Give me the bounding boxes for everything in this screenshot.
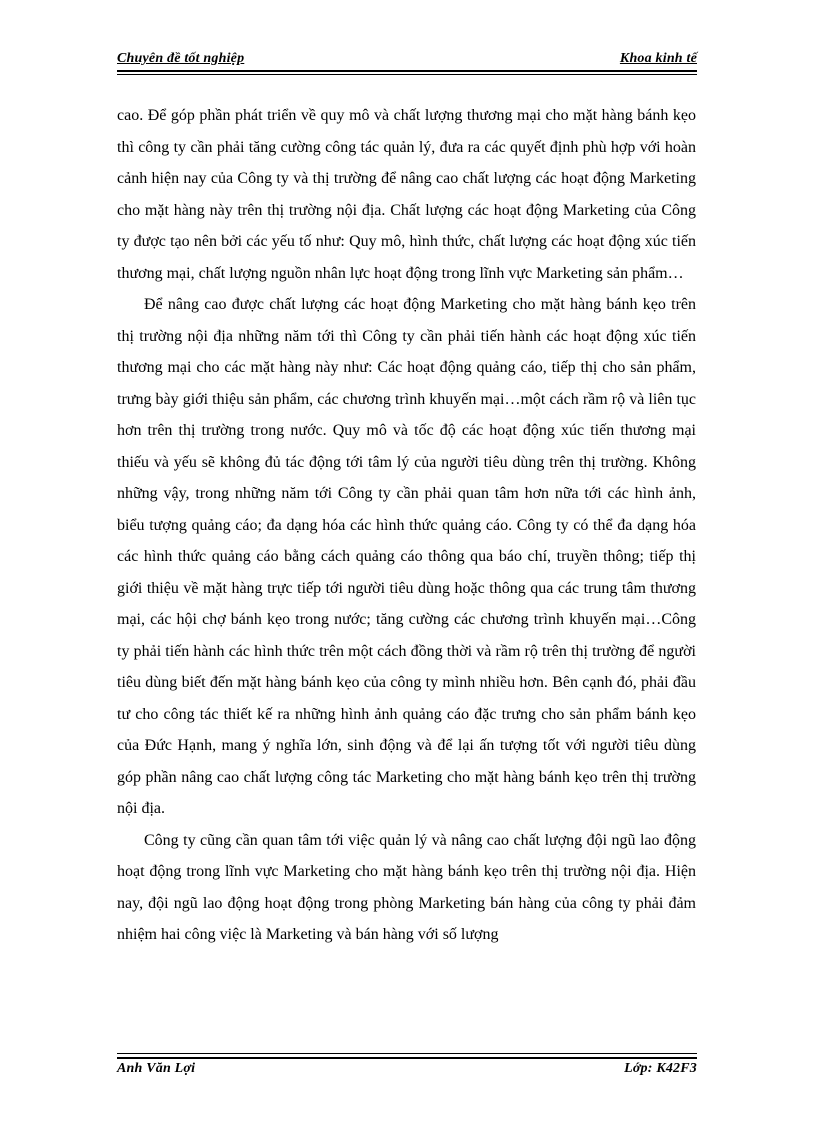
header-right-title: Khoa kinh tế [619,51,697,66]
footer-rule-thick [117,1057,697,1059]
body-text [117,100,696,951]
footer-class: Lớp: K42F3 [624,1061,697,1076]
footer-rule-thin [117,1053,697,1054]
header-rule-thin [117,74,697,75]
page-footer [117,1061,697,1081]
paragraph-3: Công ty cũng cần quan tâm tới việc quản lý và nâng cao chất lượng đội ngũ lao động hoạt động trong lĩnh vực Marketing cho mặt hàng bánh kẹo trên thị trường nội địa. Hiện nay, đội ngũ lao động hoạt động trong phòng Marketing bán hàng của công ty phải đảm nhiệm hai công việc là Marketing và bán hàng với số lượng [117,831,696,943]
paragraph-2: Để nâng cao được chất lượng các hoạt động Marketing cho mặt hàng bánh kẹo trên thị trường nội địa những năm tới thì Công ty cần phải tiến hành các hoạt động xúc tiến thương mại cho các mặt hàng này như: Các hoạt động quảng cáo, tiếp thị cho sản phẩm, trưng bày giới thiệu sản phẩm, các chương trình khuyến mại…một cách rầm rộ và liên tục hơn trên thị trường trong nước. Quy mô và tốc độ các hoạt động xúc tiến thương mại thiếu và yếu sẽ không đủ tác động tới tâm lý của người tiêu dùng trên thị trường. Không những vậy, trong những năm tới Công ty cần phải quan tâm hơn nữa tới các hình ảnh, biểu tượng quảng cáo; đa dạng hóa các hình thức quảng cáo. Công ty có thể đa dạng hóa các hình thức quảng cáo bằng cách quảng cáo thông qua báo chí, truyền thông; tiếp thị giới thiệu về mặt hàng trực tiếp tới người tiêu dùng hoặc thông qua các trung tâm thương mại, các hội chợ bánh kẹo trong nước; tăng cường các chương trình khuyến mại…Công ty phải tiến hành các hình thức trên một cách đồng thời và rầm rộ trên thị trường để người tiêu dùng biết đến mặt hàng bánh kẹo của công ty mình nhiều hơn. Bên cạnh đó, phải đầu tư cho công tác thiết kế ra những hình ảnh quảng cáo đặc trưng cho sản phẩm bánh kẹo của Đức Hạnh, mang ý nghĩa lớn, sinh động và để lại ấn tượng tốt với người tiêu dùng góp phần nâng cao chất lượng công tác Marketing cho mặt hàng bánh kẹo trên thị trường nội địa. [117,296,696,817]
header-rule-thick [117,70,697,72]
footer-author: Anh Văn Lợi [117,1061,196,1076]
page-header [117,50,697,70]
paragraph-1: cao. Để góp phần phát triển về quy mô và chất lượng thương mại cho mặt hàng bánh kẹo thì công ty cần phải tăng cường công tác quản lý, đưa ra các quyết định phù hợp với hoàn cảnh hiện nay của Công ty và thị trường để nâng cao chất lượng các hoạt động Marketing cho mặt hàng này trên thị trường nội địa. Chất lượng các hoạt động Marketing của Công ty được tạo nên bởi các yếu tố như: Quy mô, hình thức, chất lượng các hoạt động xúc tiến thương mại, chất lượng nguồn nhân lực hoạt động trong lĩnh vực Marketing sản phẩm… [117,107,696,282]
header-left-title: Chuyên đề tốt nghiệp [117,51,245,66]
